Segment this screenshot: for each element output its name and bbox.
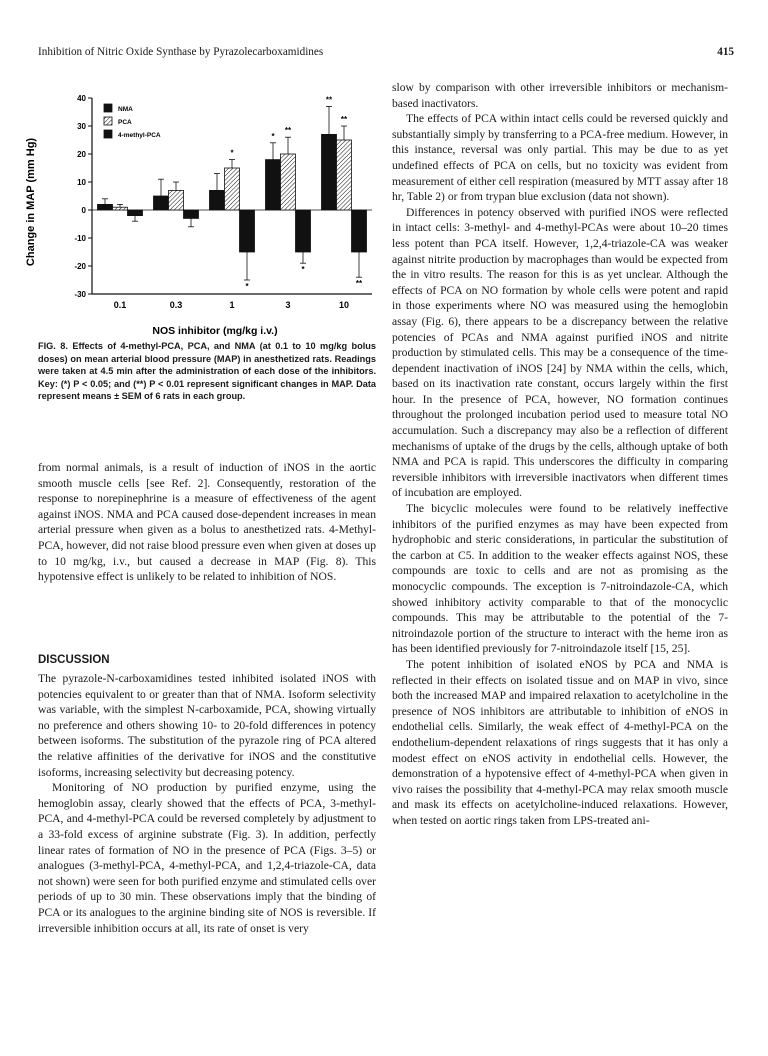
y-tick-label: -30 xyxy=(74,290,86,299)
legend-swatch xyxy=(104,130,112,138)
left-column-top xyxy=(38,460,376,585)
bar xyxy=(266,160,281,210)
caption-text: Effects of 4-methyl-PCA, PCA, and NMA (at 0.1 to 10 mg/kg bolus doses) on mean arterial blood pressure (MAP) in anesthetized rats. Readings were taken at 4.5 min after the administration of each dose of the inhibitors. Key: (*) P < 0.05; and (**) P < 0.01 represent significant changes in MAP. Data represent means ± SEM of 6 rats in each group. xyxy=(38,341,376,402)
bar xyxy=(113,207,128,210)
y-tick-label: 40 xyxy=(77,94,86,103)
body-paragraph: Differences in potency observed with purified iNOS were reflected in intact cells: 3-methyl- and 4-methyl-PCAs were about 10–20 times less potent than PCA itself. However, 1,2,4-triazole-CA was weaker against nitrite production by macrophages than would be expected from the in vitro results. The reason for this is as yet unclear. Although the effects of PCA on NO formation by whole cells were potent and rapid in those experiments where NO was measured using the hemoglobin assay (Fig. 6), there appears to be a discrepancy between the relative potencies of PCAs and NMA against purified iNOS and nitrite production by stimulated cells. This may be a consequence of the time-dependent inactivation of iNOS [24] by NMA within the cells, which, based on its inactivation rate constant, occurs largely within the first hour. In the presence of PCA, however, NO formation continues throughout the prolonged incubation period used to measure total NO accumulation. Such a discrepancy may also be a reflection of different mechanisms of uptake of the drugs by the cells, although uptake of both NMA and PCA is rapid. This underscores the difficulty in comparing reversible inhibitors with irreversible inactivators when different times of incubation are employed. xyxy=(392,205,728,500)
bar xyxy=(210,190,225,210)
y-tick-label: -20 xyxy=(74,262,86,271)
bar xyxy=(128,210,143,216)
y-tick-label: 10 xyxy=(77,178,86,187)
figure-label: FIG. 8. xyxy=(38,341,68,351)
section-heading: DISCUSSION xyxy=(38,654,110,666)
body-paragraph: The pyrazole-N-carboxamidines tested inhibited isolated iNOS with potencies equivalent to or greater than that of NMA. Isoform selectivity was variable, with the simplest N-carboxamide, PCA, showing virtually no preference and others showing 10- to 20-fold differences in potency between isoforms. The substitution of the pyrazole ring of PCA altered the relative affinities of the derivative for iNOS and the constitutive isoforms, increasing selectivity but decreasing potency. xyxy=(38,672,376,779)
legend-swatch xyxy=(104,104,112,112)
significance-mark: * xyxy=(230,148,234,158)
right-column xyxy=(392,80,728,829)
body-paragraph: The effects of PCA within intact cells could be reversed quickly and substantially simply by transferring to a PCA-free medium. However, in this instance, reversal was only partial. This may be due to as yet undefined effects of PCA on cells, but no toxicity was evident from measurement of either cell respiration (measured by MTT assay after 18 hr, Table 2) or from trypan blue exclusion (data not shown). xyxy=(392,112,728,204)
legend-label: NMA xyxy=(118,106,133,113)
y-tick-label: 30 xyxy=(77,122,86,131)
significance-mark: ** xyxy=(340,115,348,124)
bar xyxy=(322,134,337,210)
significance-mark: * xyxy=(301,265,305,275)
significance-mark: * xyxy=(245,282,249,291)
bar xyxy=(169,190,184,210)
page-number: 415 xyxy=(717,46,734,58)
y-tick-label: 20 xyxy=(77,150,86,159)
figure-caption xyxy=(38,340,376,403)
body-paragraph: The bicyclic molecules were found to be relatively ineffective inhibitors of the purified enzymes as may have been expected from hydrophobic and steric considerations, in particular the substitution of the carbon at C5. In addition to the weaker effects against NOS, these compounds are toxic to cells and are not as promising as the monocyclic compounds. The exception is 7-nitroindazole-CA, which showed inhibitory activity comparable to that of the monocyclic compounds. This may be attributable to the potential of the 7-nitroindazole portion of the structure to interact with the heme iron as has been identified previously for 7-nitroindazole itself [15, 25]. xyxy=(392,502,728,656)
significance-mark: * xyxy=(271,131,275,141)
body-paragraph: The potent inhibition of isolated eNOS by PCA and NMA is reflected in their effects on isolated tissue and on MAP in vivo, since both the increased MAP and impaired relaxation to acetylcholine in the presence of NOS inhibitors are attributable to inhibition of eNOS in endothelial cells. Similarly, the weak effect of 4-methyl-PCA on the endothelium-dependent relaxations of rings suggests that it has only a modest effect on eNOS activity in endothelial cells. However, the demonstration of a hypotensive effect of 4-methyl-PCA when given in vivo raises the possibility that 4-methyl-PCA may relax smooth muscle and mask its effects on acetylcholine-induced relaxations. However, when tested on aortic rings taken from LPS-treated ani- xyxy=(392,657,728,827)
bar xyxy=(337,140,352,210)
y-axis-label: Change in MAP (mm Hg) xyxy=(25,137,37,267)
body-paragraph: from normal animals, is a result of induction of iNOS in the aortic smooth muscle cells [see Ref. 2]. Consequently, restoration of the response to norepinephrine is a measure of effectiveness of the agent against iNOS. NMA and PCA caused dose-dependent increases in mean arterial pressure when given as a bolus to anesthetized rats. 4-Methyl-PCA, however, did not raise blood pressure even when given at doses up to 10 mg/kg, i.v., but caused a decrease in MAP (Fig. 8). This hypotensive effect is unlikely to be related to inhibition of NOS. xyxy=(38,461,376,584)
y-tick-label: -10 xyxy=(74,234,86,243)
bar xyxy=(98,204,113,210)
significance-mark: ** xyxy=(284,126,292,136)
x-tick-label: 0.1 xyxy=(113,300,127,310)
x-tick-label: 10 xyxy=(338,300,350,310)
legend-label: PCA xyxy=(118,119,132,126)
bar xyxy=(281,154,296,210)
left-column-discussion xyxy=(38,671,376,936)
running-title: Inhibition of Nitric Oxide Synthase by Pyrazolecarboxamidines xyxy=(38,46,324,58)
bar xyxy=(240,210,255,252)
bar xyxy=(225,168,240,210)
body-paragraph: slow by comparison with other irreversible inhibitors or mechanism-based inactivators. xyxy=(392,81,728,110)
x-tick-label: 3 xyxy=(285,300,291,310)
bar xyxy=(352,210,367,252)
legend-swatch xyxy=(104,117,112,125)
significance-mark: ** xyxy=(325,95,333,105)
legend-label: 4-methyl-PCA xyxy=(118,132,161,139)
x-tick-label: 0.3 xyxy=(169,300,183,310)
map-bar-chart xyxy=(20,88,380,338)
x-tick-label: 1 xyxy=(229,300,235,310)
body-paragraph: Monitoring of NO production by purified enzyme, using the hemoglobin assay, clearly showed that the effects of PCA, 3-methyl-PCA, and 4-methyl-PCA could be reversed completely by adjustment to a 33-fold excess of arginine substrate (Fig. 3). In addition, perfectly linear rates of formation of NO in the presence of PCA (Figs. 3–5) or analogues (3-methyl-PCA, 4-methyl-PCA, and 1,2,4-triazole-CA, data not shown) were seen for both purified enzyme and stimulated cells over periods of up to 30 min. These observations imply that the binding of PCA or its analogues to the arginine binding site of NOS is reversible. If irreversible inhibition occurs at all, its rate of onset is very xyxy=(38,781,376,935)
bar xyxy=(154,196,169,210)
y-tick-label: 0 xyxy=(81,206,86,215)
significance-mark: ** xyxy=(355,279,363,289)
bar xyxy=(184,210,199,218)
x-axis-label: NOS inhibitor (mg/kg i.v.) xyxy=(152,325,278,337)
bar xyxy=(296,210,311,252)
